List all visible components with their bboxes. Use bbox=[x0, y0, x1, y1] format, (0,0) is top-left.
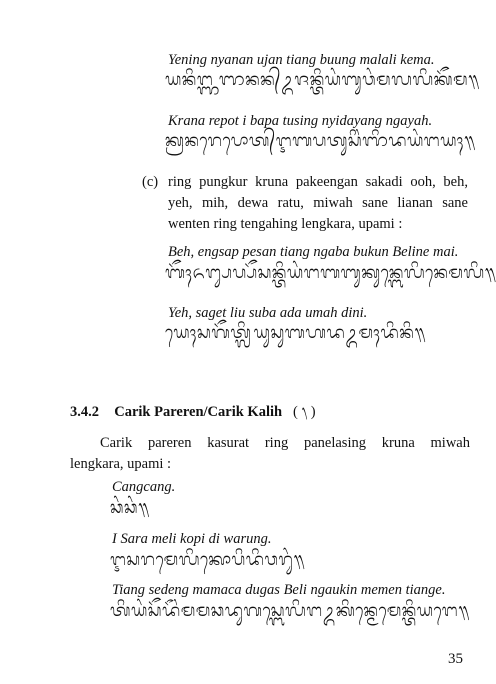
item-marker-c: (c) bbox=[142, 174, 159, 190]
section-heading bbox=[70, 403, 316, 421]
example-script-tiang: ᬢᬶᬬᬂᬲᭂᬤᭂᬂᬫᬫᬘᬤᬸᬕᬲ᭄ᬩᬾᬮᬶᬗᬉᬓᬶᬦ᭄ᬫᬾᬫᬾᬦ᭄ᬢᬶᬬᬗᬾ᭟ bbox=[110, 601, 470, 621]
carik-pareren-glyph: ᭞ bbox=[301, 404, 308, 420]
example-latin-tiang: Tiang sedeng mamaca dugas Beli ngaukin memen tiange. bbox=[112, 582, 446, 598]
example-latin-isara: I Sara meli kopi di warung. bbox=[112, 531, 272, 547]
example-script-isara: ᬇᬲᬭᬫᬾᬮᬶᬓᭀᬧᬶᬤᬶᬯᬭᬸᬂ᭟ bbox=[110, 550, 305, 570]
example-latin-beh: Beh, engsap pesan tiang ngaba bukun Beline mai. bbox=[168, 244, 459, 260]
example-latin-yeh: Yeh, saget liu suba ada umah dini. bbox=[168, 305, 368, 321]
example-script-krana: ᬓ᭄ᬭᬦᬭᬾᬧᭀᬢ᭄ᬇᬩᬧᬢᬸᬲᬶᬂᬜᬶᬤᬬᬂᬗᬬᬄ᭟ bbox=[165, 131, 476, 151]
section-paren-close: ) bbox=[310, 404, 316, 420]
section-paren-open: ( bbox=[292, 404, 298, 420]
section-title: Carik Pareren/Carik Kalih bbox=[114, 404, 283, 420]
section-number: 3.4.2 bbox=[70, 404, 99, 420]
item-c-text-line-3: wenten ring tengahing lengkara, upami : bbox=[168, 216, 403, 232]
example-latin-krana: Krana repot i bapa tusing nyidayang ngayah. bbox=[168, 113, 433, 129]
example-script-yeh: ᬬᬾᬄᬲᬕᭂᬢ᭄ᬮᬶᬬᬸᬲᬸᬩᬳᬤᬉᬫᬄᬤᬶᬦᬶ᭟ bbox=[165, 323, 426, 343]
section-intro-line-1: Carik pareren kasurat ring panelasing kruna miwah bbox=[100, 435, 470, 451]
section-intro-line-2: lengkara, upami : bbox=[70, 456, 172, 472]
item-c-text-line-1: ring pungkur kruna pakeengan sakadi ooh, beh, bbox=[168, 174, 468, 190]
example-script-yening: ᬬᬦᬶᬗ᭄ᬜᬜᬦᬦ᭄ᬉᬚᬦ᭄ᬢᬶᬬᬂᬩᬸᬯᬂᬫᬮᬮᬶᬓᭂᬫ᭟ bbox=[165, 70, 480, 90]
example-latin-cangcang: Cangcang. bbox=[112, 479, 176, 495]
example-script-cangcang: ᬘᬂᬘᬂ᭟ bbox=[110, 498, 150, 518]
example-script-beh: ᬩᭂᬄᬏᬗ᭄ᬲᬧ᭄ᬧᭂᬲᬦ᭄ᬢᬶᬬᬂᬗᬩᬩᬸᬓᬸᬦ᭄ᬩᬾᬮᬶᬦᬾᬫᬮᬶ᭟ bbox=[165, 263, 496, 283]
page-number: 35 bbox=[448, 651, 463, 667]
example-latin-yening: Yening nyanan ujan tiang buung malali kema. bbox=[168, 52, 435, 68]
item-c-text-line-2: yeh, mih, dewa ratu, miwah sane lianan sane bbox=[168, 195, 468, 211]
